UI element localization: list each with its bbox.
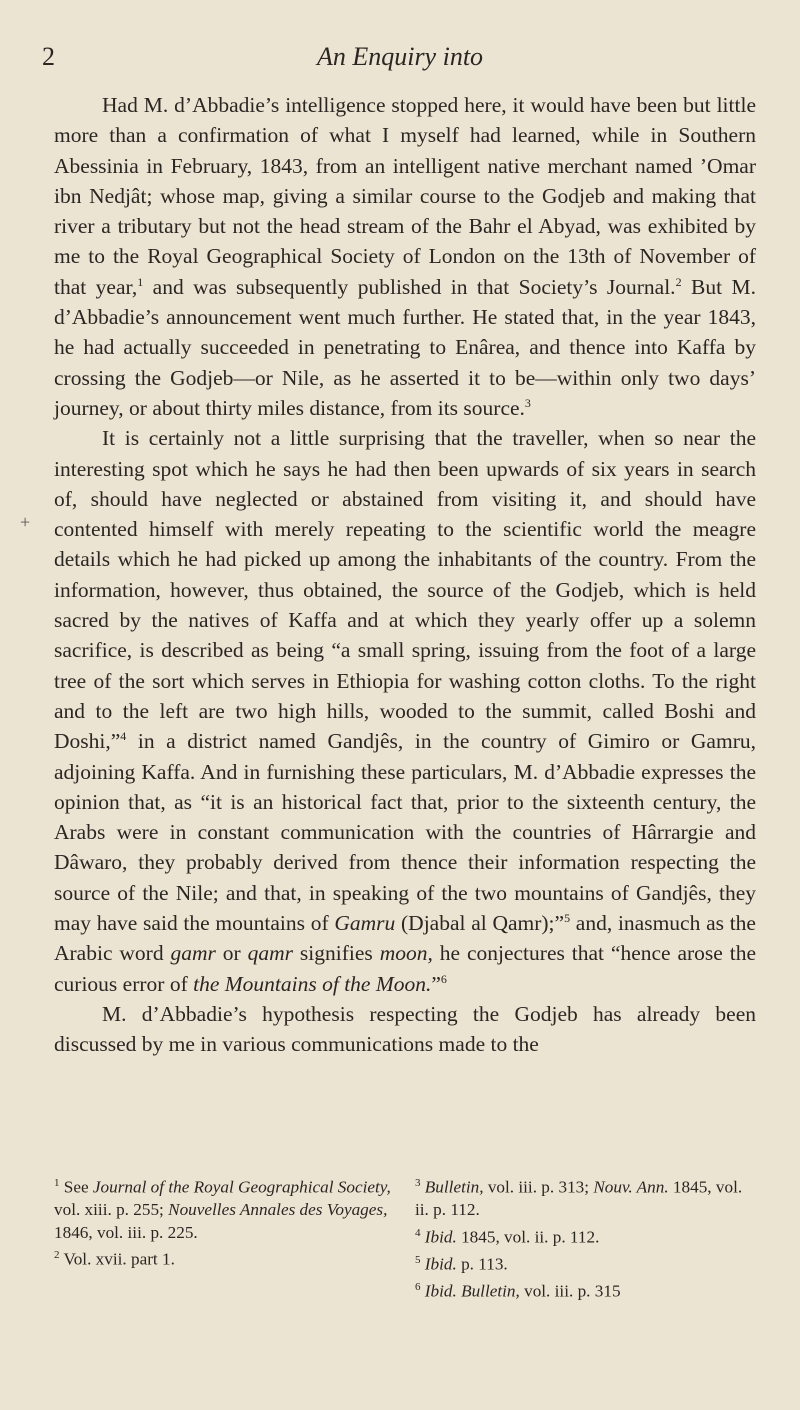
text-run: signifies (293, 941, 380, 966)
paragraph-3: M. d’Abbadie’s hypothesis respecting the Godjeb has already been discussed by me in various communications made to the (54, 1001, 756, 1057)
footnote-ref-2: 2 (675, 274, 682, 289)
footnote-column-left (54, 1172, 395, 1303)
body-text (54, 90, 756, 1060)
footnote-6: $^6$ Ibid. Bulletin, vol. iii. p. 315 (415, 1281, 621, 1301)
footnote-3: $^3$ Bulletin, vol. iii. p. 313; Nouv. Ann. 1845, vol. ii. p. 112. (415, 1177, 743, 1220)
text-run: (Djabal al Qamr);” (395, 911, 565, 936)
footnote-column-right (415, 1172, 756, 1303)
text-run: It is certainly not a little surprising that the traveller, when so near the interesting spot which he says he had then been upwards of six years in search of, should have neglected or abstained from visiting it, and should have contented himself with merely repeating to the scientific world the meagre details which he had picked up among the inhabitants of the country. From the information, however, thus obtained, the source of the Godjeb, which is held sacred by the natives of Kaffa and at which they yearly offer up a solemn sacrifice, is described as being “a small spring, issuing from the foot of a large tree of the sort which serves in Ethiopia for washing cotton cloths. To the right and to the left are two high hills, wooded to the summit, called Boshi and Doshi,” (54, 426, 756, 754)
footnote-ref-4: 4 (120, 729, 127, 744)
text-run: But M. d’Abbadie’s announcement went much further. He stated that, in the year 1843, he had actually succeeded in penetrating to Enârea, and thence into Kaffa by crossing the Godjeb—or Nile, as he asserted it to be—within only two days’ journey, or about thirty miles distance, from its source. (54, 274, 757, 420)
italic-run: gamr (170, 941, 216, 966)
running-head: An Enquiry into (316, 42, 484, 71)
text-run: or (215, 941, 248, 966)
footnote-5: $^5$ Ibid. p. 113. (415, 1253, 508, 1274)
paragraph-1 (54, 90, 756, 423)
footnotes (54, 1172, 756, 1303)
text-run: Had M. d’Abbadie’s intelligence stopped here, it would have been but little more than a confirmation of what I myself had learned, while in Southern Abessinia in February, 1843, from an intelligent native merchant named ’Omar ibn Nedjât; whose map, giving a similar course to the Godjeb and making that river a tributary but not the head stream of the Bahr el Abyad, was exhibited by me to the Royal Geographical Society of London on the 13th of November of that year, (54, 93, 756, 299)
italic-run: qamr (247, 941, 294, 966)
text-run: he conjectures that “hence arose the curious error of (54, 941, 756, 996)
text-run: and was subsequently published in that Society’s Journal. (143, 274, 676, 299)
footnote-ref-5: 5 (564, 910, 571, 925)
footnote-ref-6: 6 (440, 971, 447, 986)
italic-run: the Mountains of the Moon. (193, 971, 432, 996)
footnote-1: $^1$ See Journal of the Royal Geographical Society, vol. xiii. p. 255; Nouvelles Annales des Voyages, 1846, vol. iii. p. 225. (54, 1177, 391, 1242)
footnote-ref-3: 3 (524, 395, 531, 410)
footnote-2: $^2$ Vol. xvii. part 1. (54, 1249, 175, 1269)
italic-run: moon, (379, 941, 433, 966)
text-run: in a district named Gandjês, in the country of Gimiro or Gamru, adjoining Kaffa. And in furnishing these particulars, M. d’Abbadie expresses the opinion that, as “it is an historical fact that, prior to the sixteenth century, the Arabs were in constant communication with the countries of Hârrargie and Dâwaro, they probably derived from thence their information respecting the source of the Nile; and that, in speaking of the two mountains of Gandjês, they may have said the mountains of (54, 729, 756, 936)
paragraph-2 (54, 423, 756, 999)
italic-run: Gamru (334, 911, 396, 936)
text-run: ” (431, 971, 441, 996)
margin-mark: + (20, 512, 31, 532)
footnote-4: $^4$ Ibid. 1845, vol. ii. p. 112. (415, 1226, 600, 1247)
page-number: 2 (42, 42, 55, 71)
text-run: and, inasmuch as the Arabic word (54, 911, 756, 966)
footnote-ref-1: 1 (137, 274, 144, 289)
